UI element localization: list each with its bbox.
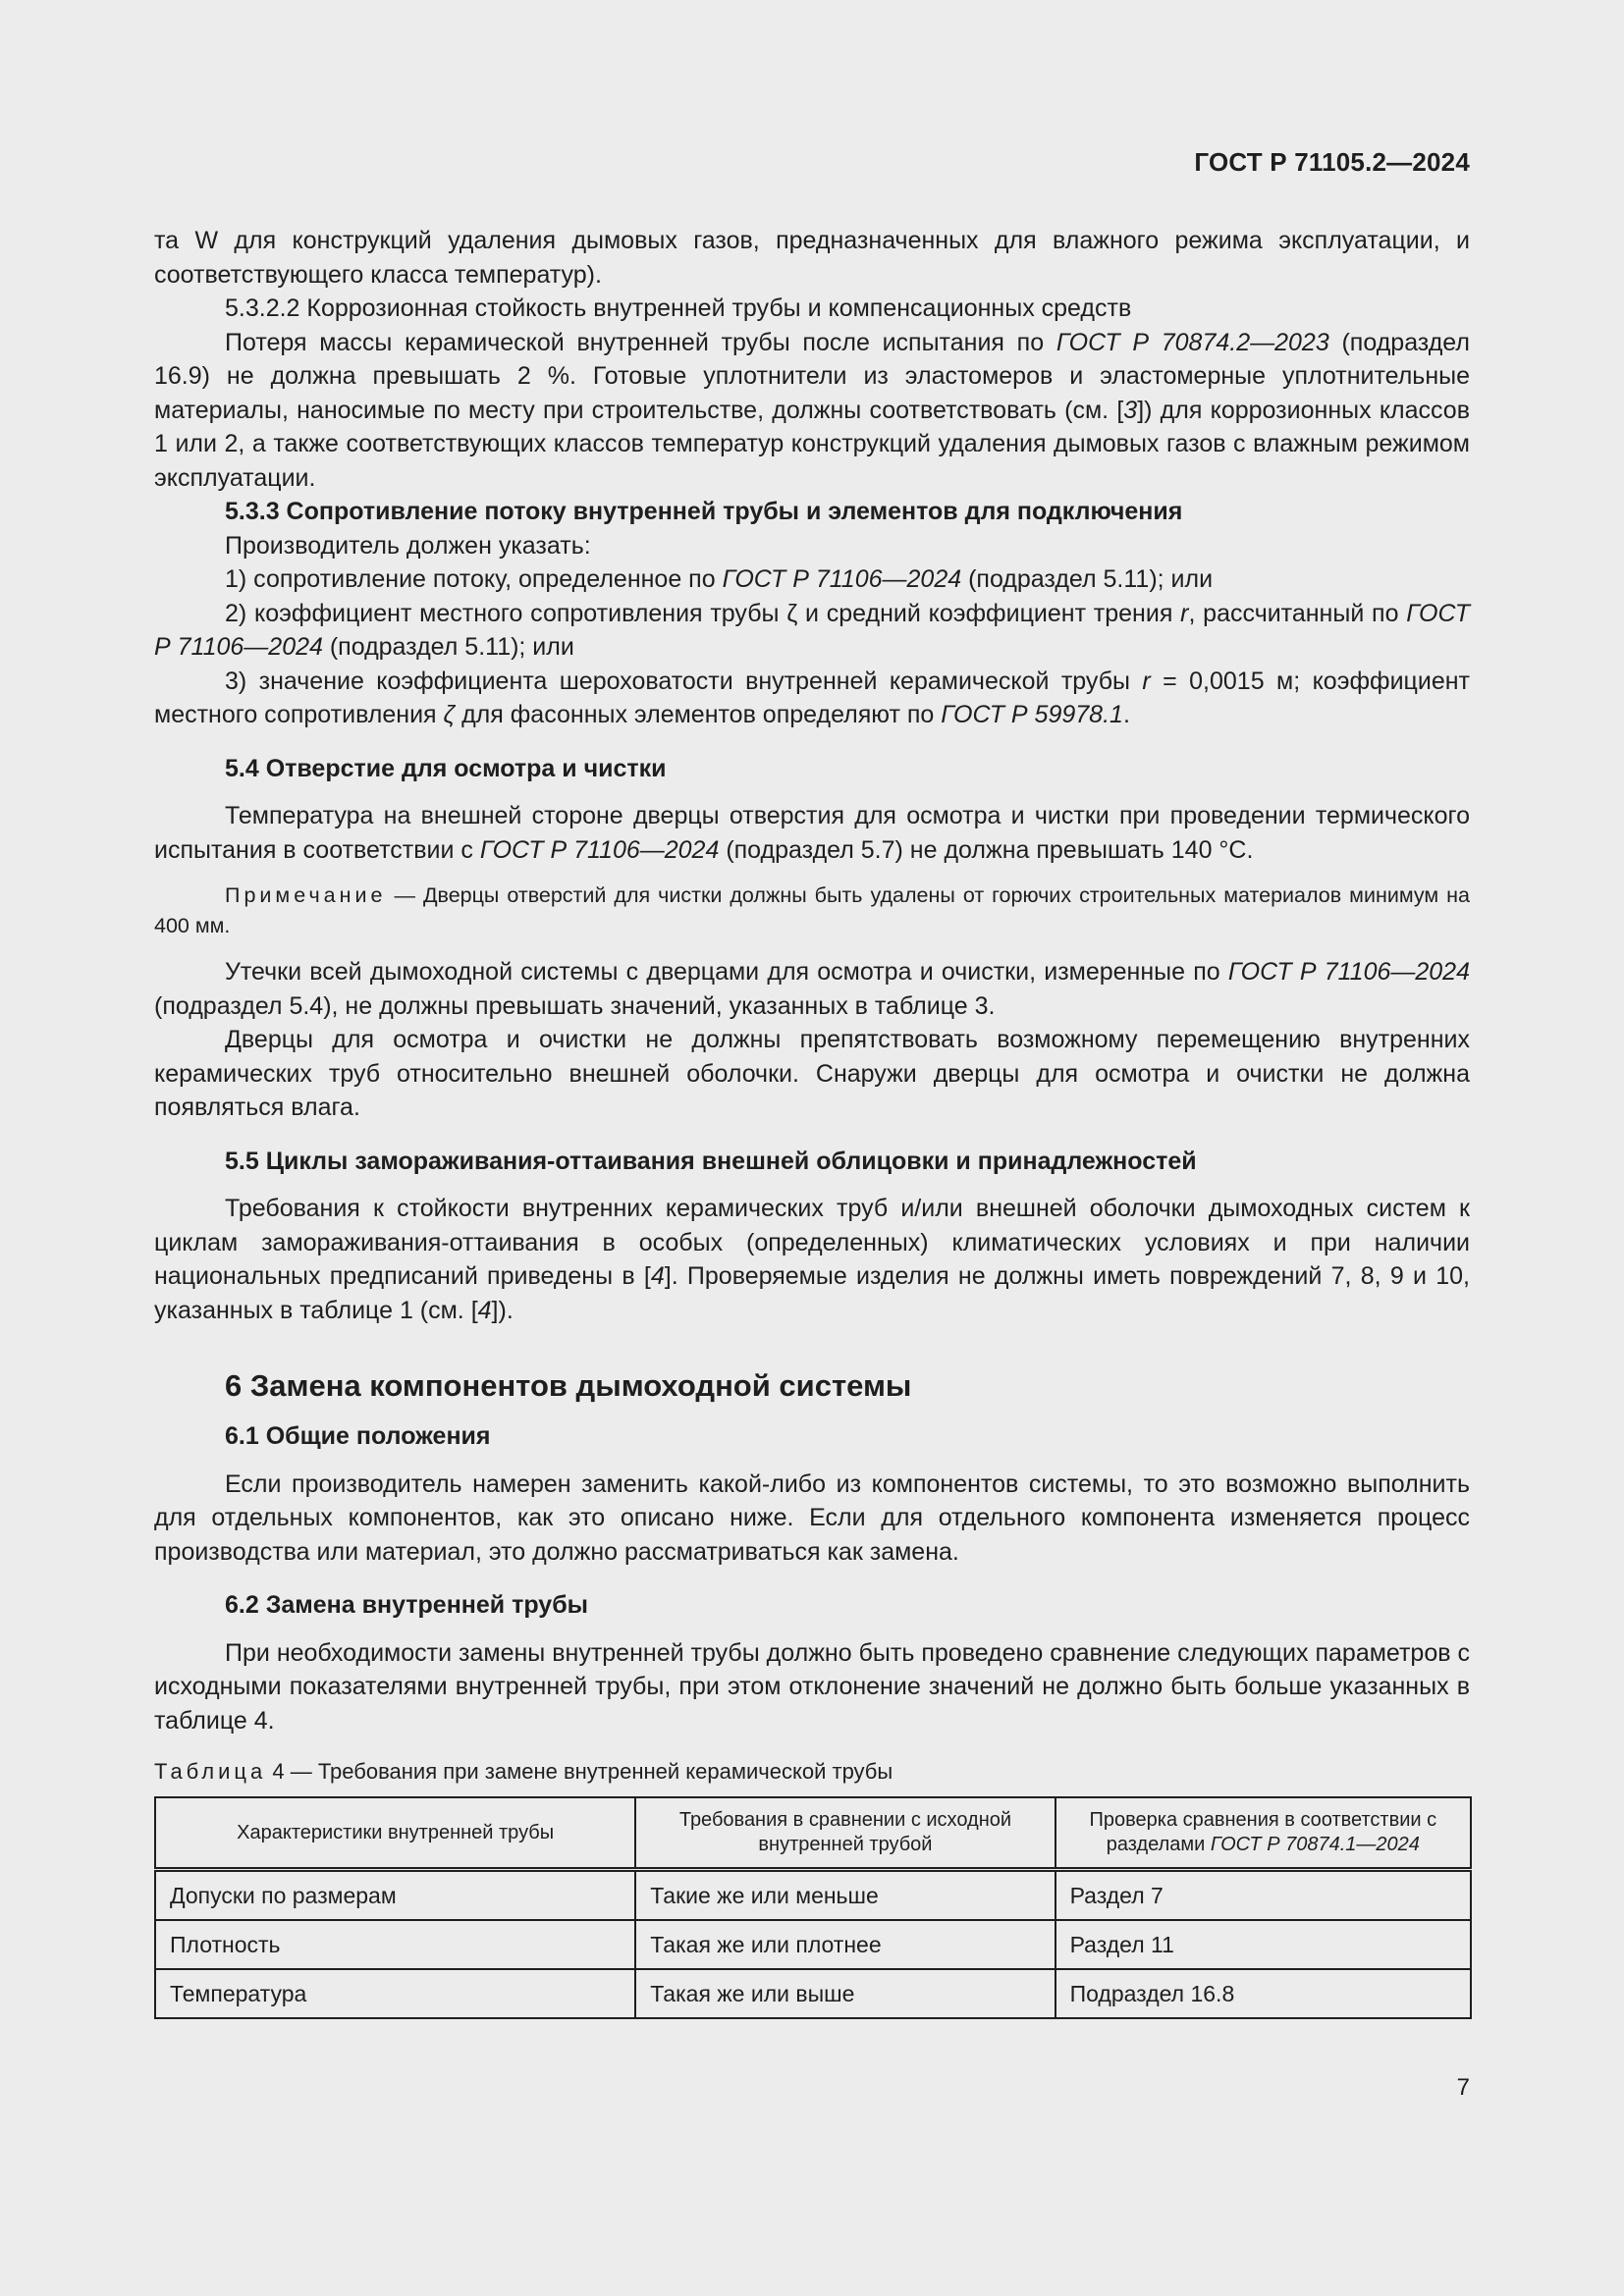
table-row [155,1920,1471,1969]
table-cell: Температура [155,1969,635,2018]
table-cell: Раздел 11 [1056,1920,1471,1969]
paragraph: Температура на внешней стороне дверцы отверстия для осмотра и чистки при проведении термического испытания в соответствии с ГОСТ Р 71106—2024 (подраздел 5.7) не должна превышать 140 °С. [154,802,1470,864]
table-row [155,1969,1471,2018]
paragraph: Утечки всей дымоходной системы с дверцами для осмотра и очистки, измеренные по ГОСТ Р 71106—2024 (подраздел 5.4), не должны превышать значений, указанных в таблице 3. [154,958,1470,1020]
paragraph: Если производитель намерен заменить какой-либо из компонентов системы, то это возможно выполнить для отдельных компонентов, как это описано ниже. Если для отдельного компонента изменяется процесс производства или материал, это должно рассматриваться как замена. [154,1469,1470,1566]
paragraph: Потеря массы керамической внутренней трубы после испытания по ГОСТ Р 70874.2—2023 (подраздел 16.9) не должна превышать 2 %. Готовые уплотнители из эластомеров и эластомерные уплотнительные материалы, наносимые по месту при строительстве, должны соответствовать (см. [3]) для коррозионных классов 1 или 2, а также соответствующих классов температур конструкций удаления дымовых газов с влажным режимом эксплуатации. [154,328,1470,492]
table-cell: Раздел 7 [1056,1870,1471,1921]
table-cell: Такие же или меньше [635,1870,1055,1921]
requirements-table [154,1796,1472,2019]
section-heading-5-5: 5.5 Циклы замораживания-оттаивания внешней облицовки и принадлежностей [225,1147,1197,1175]
table-header-cell: Характеристики внутренней трубы [155,1797,635,1870]
chapter-heading-6: 6 Замена компонентов дымоходной системы [225,1368,912,1403]
reference-link: ГОСТ Р 70874.2—2023 [1056,328,1329,356]
paragraph: та W для конструкций удаления дымовых газов, предназначенных для влажного режима эксплуатации, и соответствующего класса температур). [154,227,1470,289]
clause-5-3-2-2-title: 5.3.2.2 Коррозионная стойкость внутренней трубы и компенсационных средств [225,294,1132,322]
section-heading-6-1: 6.1 Общие положения [225,1422,491,1450]
note: Примечание — Дверцы отверстий для чистки должны быть удалены от горючих строительных материалов минимум на 400 мм. [154,883,1470,937]
list-item: 1) сопротивление потоку, определенное по ГОСТ Р 71106—2024 (подраздел 5.11); или [225,565,1214,593]
note-label: Примечание [225,883,387,907]
paragraph: Производитель должен указать: [225,531,591,560]
table-header-cell: Проверка сравнения в соответствии с разделами ГОСТ Р 70874.1—2024 [1056,1797,1471,1870]
list-item: 3) значение коэффициента шероховатости внутренней керамической трубы r = 0,0015 м; коэффициент местного сопротивления ζ для фасонных элементов определяют по ГОСТ Р 59978.1. [154,667,1470,728]
table-cell: Плотность [155,1920,635,1969]
document-body [154,224,1470,2019]
paragraph: При необходимости замены внутренней трубы должно быть проведено сравнение следующих параметров с исходными показателями внутренней трубы, при этом отклонение значений не должно быть больше указанных в таблице 4. [154,1638,1470,1735]
list-item: 2) коэффициент местного сопротивления трубы ζ и средний коэффициент трения r, рассчитанный по ГОСТ Р 71106—2024 (подраздел 5.11); или [154,599,1470,661]
table-cell: Такая же или плотнее [635,1920,1055,1969]
paragraph: Дверцы для осмотра и очистки не должны препятствовать возможному перемещению внутренних керамических труб относительно внешней оболочки. Снаружи дверцы для осмотра и очистки не должна появляться влага. [154,1026,1470,1121]
paragraph: Требования к стойкости внутренних керамических труб и/или внешней оболочки дымоходных систем к циклам замораживания-оттаивания в особых (определенных) климатических условиях и при наличии национальных предписаний приведены в [4]. Проверяемые изделия не должны иметь повреждений 7, 8, 9 и 10, указанных в таблице 1 (см. [4]). [154,1195,1470,1324]
table-header-cell: Требования в сравнении с исходной внутренней трубой [635,1797,1055,1870]
document-header: ГОСТ Р 71105.2—2024 [1194,147,1470,177]
table-row [155,1870,1471,1921]
section-heading-6-2: 6.2 Замена внутренней трубы [225,1591,589,1619]
page-number: 7 [1456,2074,1470,2101]
table-caption: Таблица 4 — Требования при замене внутренней керамической трубы [154,1759,893,1784]
table-header-row [155,1797,1471,1870]
section-heading-5-4: 5.4 Отверстие для осмотра и чистки [225,754,667,782]
table-cell: Такая же или выше [635,1969,1055,2018]
table-cell: Подраздел 16.8 [1056,1969,1471,2018]
section-heading-5-3-3: 5.3.3 Сопротивление потоку внутренней трубы и элементов для подключения [225,498,1183,525]
table-cell: Допуски по размерам [155,1870,635,1921]
